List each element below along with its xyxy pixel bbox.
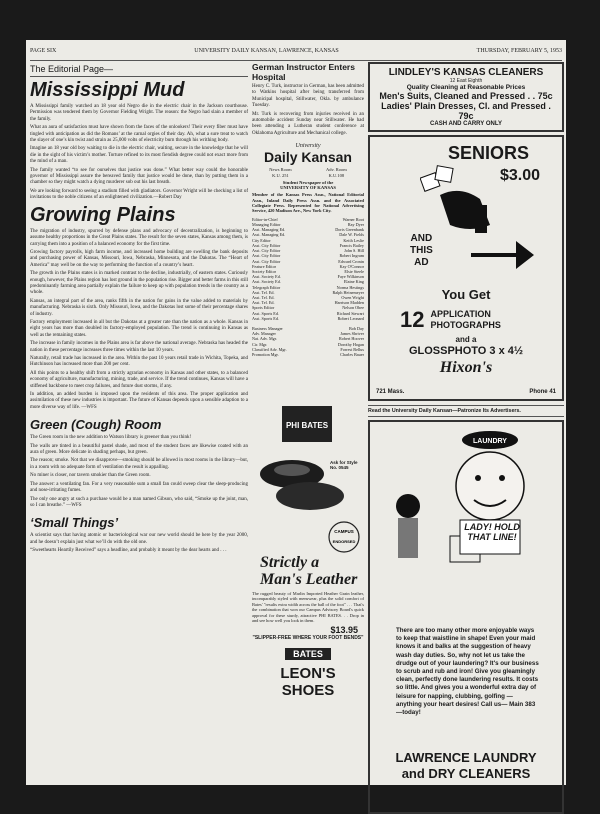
staff-title: Asst. City Editor bbox=[252, 258, 281, 264]
style-note: Ask for Style No. 0545 bbox=[330, 460, 358, 470]
article-paragraph: The answer: a ventilating fan. For a very reasonable sum a small fan could sweep clear the sleep-producing and nose-irritating fumes. bbox=[30, 481, 248, 494]
staff-name: Charles Bauer bbox=[340, 351, 364, 357]
article-paragraph: No miner is closer, nor tavern smokier than the Green room. bbox=[30, 473, 151, 479]
staff-name: Doris Greenbank bbox=[335, 227, 364, 233]
staff-name: Norma Hestings bbox=[336, 284, 364, 290]
article-paragraph: Factory employment increased in all but the Dakotas at a greater rate than the nation as a whole. Kansas in eight years has more than doubled its factory-employed population. The trend is continuing in Kansas as well as the remaining states. bbox=[30, 319, 248, 338]
headline-small-things: ‘Small Things’ bbox=[30, 515, 119, 531]
seniors-price: $3.00 bbox=[500, 167, 541, 184]
staff-title: Asst. Tel. Ed. bbox=[252, 300, 275, 306]
staff-title: Sports Editor bbox=[252, 305, 275, 311]
studio-phone: Phone 41 bbox=[529, 389, 556, 395]
room-numbers bbox=[252, 167, 364, 178]
staff-title: Business Manager bbox=[252, 325, 283, 331]
article-paragraph: All this points to a healthy shift from a strictly agrarian economy in Kansas and other states, to a balanced economy of agriculture, manufacturing, mining, trade, and service. If the trend continues, Kansas will have a stiffened backbone to meet crop failures, and future dust storms, if any. bbox=[30, 370, 248, 389]
staff-row bbox=[252, 316, 364, 321]
staff-title: Asst. Managing Ed. bbox=[252, 227, 286, 233]
staff-title: Asst. Tel. Ed. bbox=[252, 289, 275, 295]
shoe-headline-1: Strictly a bbox=[260, 554, 320, 571]
article-paragraph: The family wanted “to see for ourselves that justice was done.” What better way could the honorable governor of Mississippi assure the bereaved family that justice would be done, than by putting them in a chamber so they might watch a dying murderer sob out his last breath. bbox=[30, 167, 248, 186]
shoe-slogan: "SLIPPER-FREE WHERE YOUR FOOT BENDS" bbox=[252, 635, 364, 642]
subtitle-line: Student Newspaper of the bbox=[282, 180, 334, 186]
laundry-name-2: and DRY CLEANERS bbox=[401, 766, 531, 781]
article-paragraph: What an aura of satisfaction must have shown from the faces of the onlookers! Their every fiber must have tingled with anticipation as did the Romans’ at the carnal orgies of their day. Ah, what a sure treat to watch the slayer of one’s kin twist and strain as 25,000 volts of electricity burn through his writhing body. bbox=[30, 125, 248, 144]
laundry-copy: There are too many other more enjoyable ways to keep that waistline in shape! Even your maid knows it and balks at the suggestion of heavy wash day duties. So, why not let us take the drudge out of your laundering? It's our business to scrub and rub and iron! Give you gleamingly clean, perfectly done laundering results. It costs so little. And gives you a wonderful extra day of leisure for napping, clubbing, golfing — anything your heart desires! Call us— Main 383—today! bbox=[396, 627, 539, 717]
staff-name: Harrison Madden bbox=[334, 300, 364, 306]
staff-name: Ralph Heinemeyer bbox=[332, 289, 364, 295]
kansan-nameplate bbox=[252, 143, 364, 165]
headline-german-instructor: German Instructor Enters Hospital bbox=[252, 62, 355, 82]
speech-bubble: LADY! HOLD THAT LINE! bbox=[464, 522, 520, 542]
editorial-column bbox=[30, 62, 248, 557]
article-paragraph: The reason; smoke. Not that we disapprove—smoking should be allowed in most rooms in the library—but, in a room with no adequate form of ventilation the result is appalling. bbox=[30, 458, 248, 470]
shoe-ad bbox=[252, 404, 364, 804]
article-paragraph: The only one angry at such a purchase would be a man named Gibson, who said, “Smoke up the joint, man, so I can breathe.” —WFS bbox=[30, 496, 248, 508]
staff-name: Richard Stewart bbox=[336, 310, 364, 316]
staff-title: Asst. Society Ed. bbox=[252, 279, 281, 285]
issue-date: THURSDAY, FEBRUARY 5, 1953 bbox=[476, 48, 562, 54]
lindley-name: LINDLEY'S KANSAS CLEANERS bbox=[388, 67, 544, 78]
seal-bottom: ENDORSED bbox=[332, 539, 356, 544]
lindley-ad bbox=[368, 62, 564, 132]
staff-title: Promotion Mgr. bbox=[252, 351, 279, 357]
article-paragraph: The increase in family incomes in the Plains area is far above the national average. Nebraska has headed the nation in these percentage increases three times within the last 10 years. bbox=[30, 341, 248, 353]
store-name-1: LEON'S bbox=[280, 665, 336, 683]
patronize-line: Read the University Daily Kansan—Patronize Its Advertisers. bbox=[368, 405, 564, 417]
staff-title: City Editor bbox=[252, 237, 271, 243]
article-paragraph: In addition, an added burden is imposed upon the residents of this area. The proper application and assimilation of these new industries is important. The future of Kansas depends upon a sensible adaption to a more diverse way of life. —WFS bbox=[30, 392, 248, 410]
staff-title: Asst. Tel. Ed. bbox=[252, 294, 275, 300]
article-paragraph: Henry C. Turk, instructor in German, has been admitted to Watkins hospital after being transferred from Municipal hospital, Stillwater, Okla. by ambulance Tuesday. bbox=[252, 84, 364, 109]
subtitle-line: UNIVERSITY OF KANSAS bbox=[280, 185, 336, 191]
editorial-banner: The Editorial Page— bbox=[30, 64, 248, 77]
photo-type-line: PHOTOGRAPHS bbox=[430, 320, 501, 330]
shoe-illustration bbox=[252, 404, 364, 514]
staff-title: Managing Editor bbox=[252, 222, 281, 228]
article-paragraph: A Mississippi family watched an 18 year old Negro die in the electric chair in the Jackson courthouse. Permission was tendered them by Governor Fielding Wright. The reason: the Negro had slain a member of the family. bbox=[30, 104, 248, 122]
article-paragraph: Growing factory payrolls, high farm income, and increased home building are swelling the bank deposits and purchasing power of Kansas, Missouri, Iowa, Nebraska, Minnesota, and the Dakotas. The “Heart of America” may well be on the way to performing the function of a country’s heart. bbox=[30, 249, 248, 268]
staff-title: Asst. Sports Ed. bbox=[252, 310, 279, 316]
staff-title: Cir. Mgr. bbox=[252, 341, 268, 347]
news-room-label: News Room bbox=[269, 167, 292, 173]
seal-ring bbox=[329, 522, 359, 552]
and-word: AND bbox=[410, 233, 433, 244]
staff-name: Elaine King bbox=[343, 279, 364, 285]
studio-address: 721 Mass. bbox=[376, 389, 405, 395]
article-paragraph: The walls are tinted in a beautiful pastel shade, and most of the student faces are likewise coated with an aura of green. More delicate in shading perhaps, but green. bbox=[30, 443, 248, 456]
staff-name: Robert Hoover bbox=[338, 336, 364, 342]
staff-title: Nat. Adv. Mgr. bbox=[252, 336, 277, 342]
cap-label: LAUNDRY bbox=[473, 438, 507, 445]
article-paragraph: Kansas, an integral part of the area, ranks fifth in the nation for gains in the value added to materials by manufacturing. Nebraska is sixth. Only Missouri, Iowa, and the Dakotas lost some of their percentage shares of industry. bbox=[30, 298, 248, 317]
kansan-subtitle bbox=[252, 180, 364, 190]
masthead bbox=[30, 48, 562, 61]
ad-word: AD bbox=[414, 257, 429, 268]
staff-name: Nelson Obee bbox=[342, 305, 364, 311]
lindley-tagline: Quality Cleaning at Reasonable Prices bbox=[406, 84, 526, 91]
adv-room-label: Adv. Room bbox=[326, 167, 347, 173]
lindley-address: 12 East Eighth bbox=[449, 78, 483, 84]
article-paragraph: Mr. Turk is recovering from injuries received in an automobile accident Sunday near Stillwater. He had been attending a Lutheran student conference at Oklahoma Agriculture and Mechanical college. bbox=[252, 111, 364, 136]
staff-name: Elsie Steele bbox=[344, 268, 364, 274]
staff-title: Asst. City Editor bbox=[252, 253, 281, 259]
nameplate-title: Daily Kansan bbox=[264, 149, 352, 166]
staff-title: Asst. Sports Ed. bbox=[252, 315, 279, 321]
staff-name: Robert Ingram bbox=[339, 253, 364, 259]
adv-room-ext: K.U.108 bbox=[328, 172, 345, 178]
woman-head bbox=[396, 494, 420, 518]
staff-name: Robert Leonard bbox=[337, 315, 364, 321]
seniors-title: SENIORS bbox=[448, 143, 530, 163]
staff-row bbox=[252, 352, 364, 357]
staff-title: Editor-in-Chief bbox=[252, 216, 278, 222]
staff-title: Asst. City Editor bbox=[252, 242, 281, 248]
seal-top: CAMPUS bbox=[334, 529, 354, 534]
campus-endorsed-seal bbox=[252, 519, 364, 555]
headline-growing-plains: Growing Plains bbox=[30, 203, 176, 226]
staff-name: Forrest Bellus bbox=[340, 346, 364, 352]
store-name-2: SHOES bbox=[281, 682, 335, 700]
photo-type-line: APPLICATION bbox=[430, 309, 491, 319]
staff-title: Classified Adv. Mgr. bbox=[252, 346, 287, 352]
laundry-name-1: LAWRENCE LAUNDRY bbox=[395, 750, 537, 765]
lindley-price-dresses: Ladies' Plain Dresses, Cl. and Pressed . 79c bbox=[381, 101, 551, 121]
article-paragraph: The migration of industry, spurred by defense plans and advocacy of decentralization, is beginning to assume healthy proportions in the Great Plains states. The result for the seven states, Kansas among them, is carrying them into a position of a balanced economy for the first time. bbox=[30, 228, 248, 247]
this-word: THIS bbox=[410, 245, 433, 256]
article-paragraph: The growth in the Plains states is in marked contrast to the decline, industrially, of eastern states. Curiously enough, however, the Plains region has lost ground in the population rise. Bigger and better farms in this still predominantly farming area partially explain the failure to keep up with population trends in the country as a whole. bbox=[30, 271, 248, 296]
photo-count: 12 bbox=[400, 307, 425, 332]
staff-title: Asst. Society Ed. bbox=[252, 274, 281, 280]
staff-name: James Shriver bbox=[340, 331, 364, 337]
article-paragraph: The Green room in the new addition to Watson library is greener than you think! bbox=[30, 435, 192, 441]
staff-title: Asst. City Editor bbox=[252, 248, 281, 254]
shoe-copy: The rugged beauty of Marlin Imported Heather Grain leather, incomparably styled with menswear, plus the solid comfort of Bates' "results extra width across the ball of the foot" . . . That's the combination that won our Campus Advisory Board's quick approval for these sturdy, attractive PHI BATES. . . Drop in and see how well you look in them. bbox=[252, 591, 364, 624]
staff-name: Keith Leslie bbox=[343, 237, 364, 243]
hand-photos-icon bbox=[420, 165, 500, 235]
shoe-opening bbox=[274, 464, 310, 476]
staff-name: Owen Wright bbox=[341, 294, 364, 300]
seniors-ad bbox=[368, 135, 564, 401]
headline-mississippi: Mississippi Mud bbox=[30, 79, 185, 101]
box-brand: PHI BATES bbox=[285, 421, 329, 430]
staff-title: Asst. Managing Ed. bbox=[252, 232, 286, 238]
nameplate-small: University bbox=[295, 143, 321, 150]
laundry-illustration bbox=[390, 426, 540, 596]
staff-name: John S. Hill bbox=[344, 248, 364, 254]
laundry-ad bbox=[368, 420, 564, 814]
news-room-ext: K.U. 251 bbox=[272, 172, 289, 178]
page-number: PAGE SIX bbox=[30, 48, 57, 54]
staff-title: Feature Editor bbox=[252, 263, 277, 269]
glossphoto: GLOSSPHOTO 3 x 4½ bbox=[408, 345, 524, 357]
staff-title: Adv. Manager bbox=[252, 331, 276, 337]
headline-green-room: Green (Cough) Room bbox=[30, 417, 162, 433]
you-get: You Get bbox=[441, 287, 491, 302]
and-this-ad bbox=[410, 233, 433, 269]
staff-name: Francis Bailey bbox=[339, 242, 364, 248]
bates-logo: BATES bbox=[285, 648, 331, 660]
delivery-man-face bbox=[456, 452, 524, 520]
arrow-icon bbox=[466, 233, 536, 273]
and-a: and a bbox=[455, 335, 477, 344]
photo-type bbox=[430, 309, 500, 331]
staff-title: Society Editor bbox=[252, 268, 277, 274]
membership-note: Member of the Kansas Press Assn., National Editorial Assn., Inland Daily Press Assn. and the Associated Collegiate Press. Represented for National Advertising Service, 420 Madison Ave., New York City. bbox=[252, 192, 364, 214]
newspaper-page bbox=[26, 40, 566, 785]
staff-name: Warner Root bbox=[342, 216, 364, 222]
article-paragraph: Imagine an 18 year old boy waiting to die in the electric chair, waiting, secure in the knowledge that he will die in the sight of his victim’s mother. Torture refined to its most fiendish degree could not exact more from the mind of a man. bbox=[30, 146, 248, 165]
shoe-right bbox=[276, 482, 344, 510]
ads-column bbox=[368, 62, 564, 814]
staff-name: Edward Cronin bbox=[338, 258, 364, 264]
paper-name: UNIVERSITY DAILY KANSAN, LAWRENCE, KANSAS bbox=[194, 48, 339, 54]
article-paragraph: A scientist says that having atomic or bacteriological war our new world should be here by the year 2000, and he doesn’t explain just what we’ll do with the old one. bbox=[30, 533, 248, 545]
article-paragraph: “Sweethearts Heartily Received” says a headline, and probably it meant by the dear hearts and . . . bbox=[30, 548, 227, 554]
middle-column bbox=[252, 62, 364, 700]
studio-name: Hixon's bbox=[439, 359, 493, 376]
staff-name: Kay O'Connor bbox=[339, 263, 364, 269]
shoe-price: $13.95 bbox=[330, 625, 358, 636]
staff-name: Ray Dyer bbox=[347, 222, 364, 228]
staff-name: Bob Day bbox=[348, 325, 364, 331]
article-paragraph: We are looking forward to seeing a stadium filled with gladiators. Governor Wright will be checking a list of invitations to the noble citizens of an enlightened civilization.—Robert Day bbox=[30, 188, 248, 201]
staff-name: Dorothy Hogan bbox=[337, 341, 364, 347]
staff-name: Dale W. Fields bbox=[339, 232, 364, 238]
staff-name: Faye Wilkinson bbox=[337, 274, 364, 280]
shoe-headline-2: Man's Leather bbox=[260, 571, 358, 588]
lindley-cash: CASH AND CARRY ONLY bbox=[430, 121, 502, 127]
staff-list bbox=[252, 217, 364, 321]
staff-title: Telegraph Editor bbox=[252, 284, 281, 290]
lindley-price-suits: Men's Suits, Cleaned and Pressed . . 75c bbox=[379, 91, 553, 101]
article-paragraph: Naturally, retail trade has increased in the area. Within the past 10 years retail trade in Wichita, Topeka, and Hutchinson has increased more than 200 per cent. bbox=[30, 356, 248, 368]
photo-offer bbox=[400, 307, 501, 333]
business-staff-list bbox=[252, 326, 364, 357]
